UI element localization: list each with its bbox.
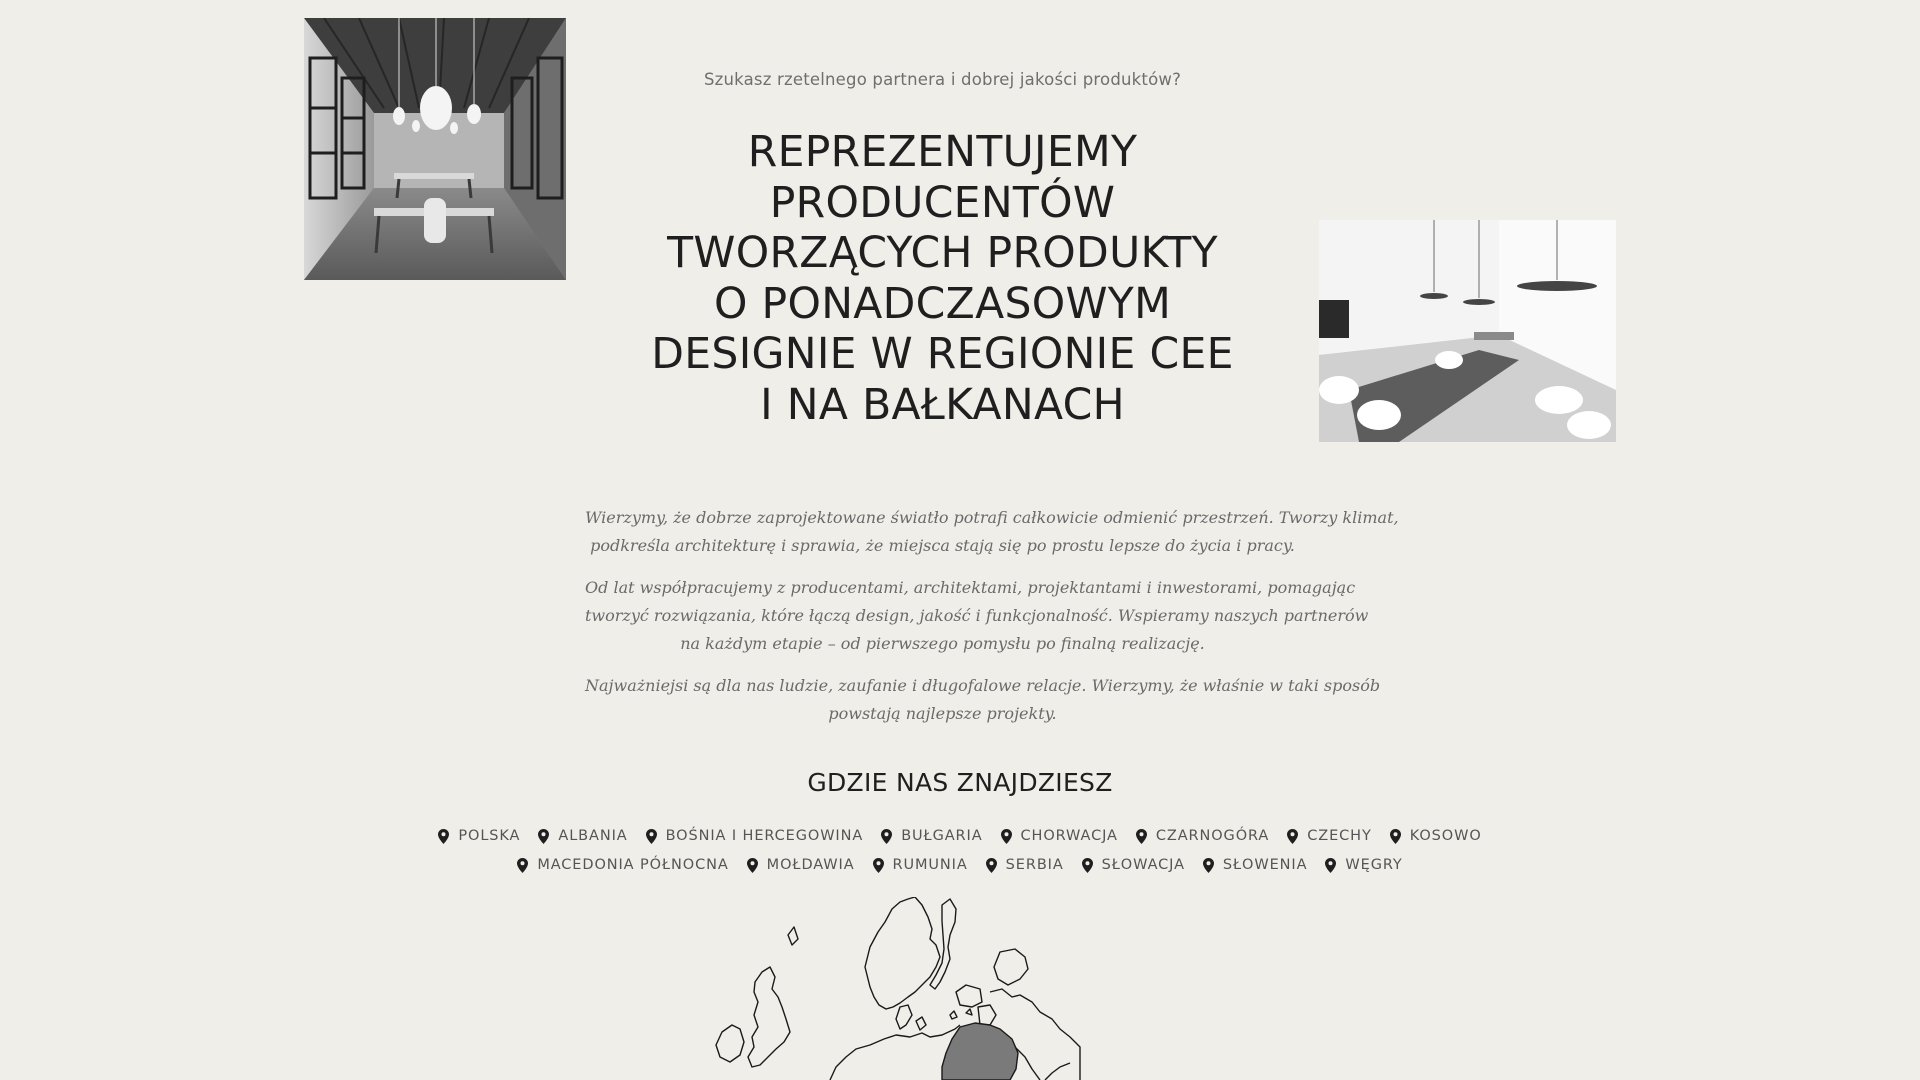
country-label: RUMUNIA [892,857,968,873]
country-item [1287,828,1372,844]
country-item [1082,857,1185,873]
about-line: powstają najlepsze projekty. [828,704,1057,723]
country-item [517,857,728,873]
location-pin-icon [646,829,657,844]
location-pin-icon [1390,829,1401,844]
locations-title: GDZIE NAS ZNAJDZIESZ [807,768,1113,797]
country-label: CZARNOGÓRA [1155,828,1270,844]
about-paragraph [585,574,1369,658]
main-headline [610,128,1275,431]
country-item [1203,857,1308,873]
headline-line: O PONADCZASOWYM [713,279,1172,329]
country-item [873,857,968,873]
location-pin-icon [1325,858,1336,873]
about-line: tworzyć rozwiązania, które łączą design, jakość i funkcjonalność. Wspieramy naszych partnerów [585,606,1369,625]
location-pin-icon [1001,829,1012,844]
country-label: KOSOWO [1409,828,1482,844]
location-pin-icon [747,858,758,873]
country-label: CHORWACJA [1020,828,1118,844]
about-text [585,504,1399,742]
location-pin-icon [438,829,449,844]
about-line: Najważniejsi są dla nas ludzie, zaufanie i długofalowe relacje. Wierzymy, że właśnie w taki sposób [585,676,1381,695]
country-label: SŁOWACJA [1101,857,1185,873]
country-label: POLSKA [458,828,521,844]
about-line: Wierzymy, że dobrze zaprojektowane światło potrafi całkowicie odmienić przestrzeń. Tworzy klimat, [585,508,1399,527]
about-paragraph [585,672,1381,728]
country-label: CZECHY [1307,828,1372,844]
interior-photo-left [304,18,566,280]
map-scandinavia [865,897,940,1009]
country-list-row-2 [260,857,1660,873]
map-poland-highlight [942,1023,1018,1080]
country-item [747,857,855,873]
country-item [646,828,864,844]
country-label: SERBIA [1005,857,1064,873]
location-pin-icon [538,829,549,844]
country-item [1001,828,1118,844]
country-item [881,828,982,844]
location-pin-icon [873,858,884,873]
location-pin-icon [986,858,997,873]
country-item [1390,828,1482,844]
about-line: na każdym etapie – od pierwszego pomysłu po finalną realizację. [680,634,1205,653]
country-label: SŁOWENIA [1222,857,1308,873]
intro-kicker: Szukasz rzetelnego partnera i dobrej jakości produktów? [703,70,1182,89]
country-item [438,828,520,844]
country-item [1325,857,1402,873]
country-label: BOŚNIA I HERCEGOWINA [665,828,864,844]
location-pin-icon [1082,858,1093,873]
country-label: BUŁGARIA [901,828,983,844]
map-great-britain [748,967,790,1067]
about-paragraph [585,504,1399,560]
location-pin-icon [1136,829,1147,844]
location-pin-icon [881,829,892,844]
headline-line: DESIGNIE W REGIONIE CEE [651,330,1234,379]
country-label: MOŁDAWIA [766,857,855,873]
country-item [986,857,1064,873]
headline-line: I NA BAŁKANACH [760,380,1125,430]
headline-line: REPREZENTUJEMY [747,128,1138,177]
country-label: MACEDONIA PÓŁNOCNA [537,857,729,873]
europe-map [660,897,1280,1080]
location-pin-icon [1287,829,1298,844]
country-label: ALBANIA [558,828,628,844]
country-label: WĘGRY [1345,857,1403,873]
interior-photo-right [1319,220,1616,442]
headline-line: PRODUCENTÓW [769,178,1116,228]
headline-line: TWORZĄCYCH PRODUKTY [667,229,1218,278]
country-item [1136,828,1269,844]
location-pin-icon [1203,858,1214,873]
country-item [538,828,627,844]
country-list-row-1 [260,828,1660,844]
location-pin-icon [517,858,528,873]
about-line: podkreśla architekturę i sprawia, że miejsca stają się po prostu lepsze do życia i pracy. [590,536,1295,555]
about-line: Od lat współpracujemy z producentami, architektami, projektantami i inwestorami, pomagając [585,578,1356,597]
